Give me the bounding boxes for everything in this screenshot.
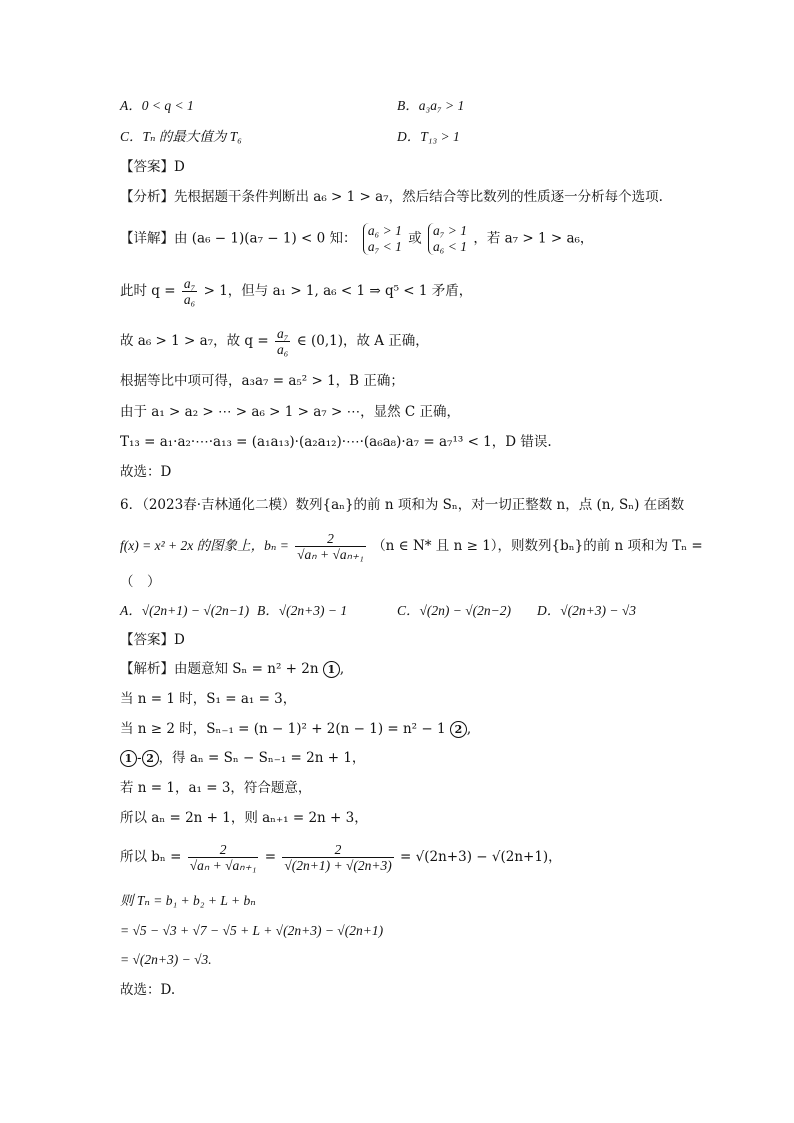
- q5-line-1-suffix: > 1，但与 a₁ > 1, a₆ < 1 ⇒ q⁵ < 1 矛盾，: [203, 283, 473, 299]
- q6-solution-10: = √(2n+3) − √3.: [120, 952, 212, 967]
- q5-line-2: [120, 326, 429, 357]
- q6-stem-line-1: 6．（2023春·吉林通化二模）数列{aₙ}的前 n 项和为 Sₙ，对一切正整数 n，点 (n, Sₙ) 在函数: [120, 497, 685, 513]
- q6-solution-7-fraction-2: [282, 842, 393, 873]
- q5-system-1-bottom: a₇ < 1: [367, 239, 402, 254]
- q6-solution-4-minus: -: [137, 750, 142, 766]
- q5-system-1-top: a₆ > 1: [367, 223, 402, 238]
- fraction-numerator: a₇: [276, 326, 289, 341]
- fraction-denominator: √aₙ + √aₙ₊₁: [297, 547, 364, 562]
- q6-solution-7-prefix: 所以 bₙ =: [120, 849, 182, 865]
- fraction-denominator: a₆: [183, 292, 196, 307]
- q5-system-2-bottom: a₆ < 1: [432, 239, 468, 254]
- q5-line-5: T₁₃ = a₁·a₂·⋯·a₁₃ = (a₁a₁₃)·(a₂a₁₂)·⋯·(a₆a₈)·a₇ = a₇¹³ < 1，D 错误.: [120, 434, 552, 450]
- q5-line-2-suffix: ∈ (0,1)，故 A 正确，: [296, 333, 429, 349]
- q6-option-b: B．√(2n+3) − 1: [257, 603, 348, 618]
- q6-solution-3-text: 当 n ≥ 2 时，Sₙ₋₁ = (n − 1)² + 2(n − 1) = n² − 1: [120, 721, 446, 737]
- q6-solution-4-text: ，得 aₙ = Sₙ − Sₙ₋₁ = 2n + 1，: [158, 750, 366, 766]
- q6-solution-7-suffix: = √(2n+3) − √(2n+1)，: [400, 849, 562, 865]
- fraction-denominator: √aₙ + √aₙ₊₁: [189, 858, 257, 873]
- q6-solution-4: [120, 748, 365, 768]
- q6-solution-1-text: 【解析】由题意知 Sₙ = n² + 2n: [120, 661, 319, 677]
- q6-solution-3: [120, 719, 471, 739]
- q6-choose: 故选：D.: [120, 982, 176, 998]
- fraction-numerator: a₇: [183, 276, 196, 291]
- q6-option-c: C．√(2n) − √(2n−2): [397, 603, 512, 618]
- q5-line-1-prefix: 此时 q =: [120, 283, 176, 299]
- q5-detail-or: 或: [408, 230, 422, 247]
- q6-solution-7-equals: =: [264, 849, 277, 865]
- q6-option-d: D．√(2n+3) − √3: [537, 603, 637, 618]
- q5-answer: 【答案】D: [120, 159, 185, 175]
- q6-solution-1-comma: ,: [339, 661, 345, 677]
- q5-detail-suffix: ，若 a₇ > 1 > a₆，: [473, 230, 594, 247]
- q6-solution-8: 则 Tₙ = b₁ + b₂ + L + bₙ: [120, 893, 256, 908]
- q6-solution-6: 所以 aₙ = 2n + 1，则 aₙ₊₁ = 2n + 3，: [120, 810, 368, 826]
- q5-system-2-top: a₇ > 1: [432, 223, 468, 238]
- q5-option-c: C．Tₙ 的最大值为 T₆: [120, 129, 242, 144]
- q6-solution-2: 当 n = 1 时，S₁ = a₁ = 3，: [120, 691, 297, 707]
- q6-paren: （ ）: [120, 574, 161, 590]
- circled-two: 2: [142, 750, 159, 767]
- q6-solution-7-fraction-1: [188, 842, 259, 873]
- fraction-numerator: 2: [282, 842, 393, 858]
- circled-one: 1: [120, 750, 137, 767]
- circled-one: 1: [323, 661, 340, 678]
- q5-system-1: [363, 223, 402, 255]
- q5-line-1-fraction: [182, 276, 197, 307]
- fraction-numerator: 2: [188, 842, 259, 858]
- q6-stem-suffix: （n ∈ N* 且 n ≥ 1），则数列{bₙ}的前 n 项和为 Tₙ =: [372, 538, 703, 554]
- q6-stem-prefix: f(x) = x² + 2x 的图象上，bₙ =: [120, 538, 289, 553]
- q5-line-3: 根据等比中项可得，a₃a₇ = a₅² > 1，B 正确；: [120, 373, 404, 389]
- q5-line-2-prefix: 故 a₆ > 1 > a₇，故 q =: [120, 333, 269, 349]
- q6-solution-1: [120, 659, 344, 679]
- q5-option-a: A．0 < q < 1: [120, 98, 194, 113]
- q5-option-d: D．T₁₃ > 1: [397, 129, 460, 144]
- q5-system-2: [428, 223, 467, 255]
- q6-answer: 【答案】D: [120, 632, 185, 648]
- fraction-denominator: √(2n+1) + √(2n+3): [284, 858, 392, 873]
- q5-option-b: B．a₃a₇ > 1: [397, 98, 465, 113]
- q6-solution-7: [120, 842, 562, 873]
- q5-detail-prefix: 【详解】由 (a₆ − 1)(a₇ − 1) < 0 知：: [120, 230, 357, 247]
- q6-solution-9: = √5 − √3 + √7 − √5 + L + √(2n+3) − √(2n+1): [120, 923, 384, 938]
- q6-option-a: A．√(2n+1) − √(2n−1): [120, 603, 250, 618]
- fraction-numerator: 2: [295, 531, 366, 547]
- q6-solution-5: 若 n = 1，a₁ = 3，符合题意，: [120, 780, 312, 796]
- q6-stem-line-2: [120, 531, 703, 562]
- q5-line-4: 由于 a₁ > a₂ > ⋯ > a₆ > 1 > a₇ > ⋯，显然 C 正确，: [120, 404, 460, 420]
- q6-solution-3-comma: ,: [466, 721, 472, 737]
- fraction-denominator: a₆: [276, 342, 289, 357]
- circled-two: 2: [450, 721, 467, 738]
- q5-line-2-fraction: [275, 326, 290, 357]
- q5-line-1: [120, 276, 472, 307]
- q6-stem-fraction: [295, 531, 366, 562]
- q5-detail: [120, 223, 593, 255]
- q5-choose: 故选：D: [120, 464, 172, 480]
- q5-analysis: 【分析】先根据题干条件判断出 a₆ > 1 > a₇，然后结合等比数列的性质逐一分析每个选项.: [120, 189, 663, 205]
